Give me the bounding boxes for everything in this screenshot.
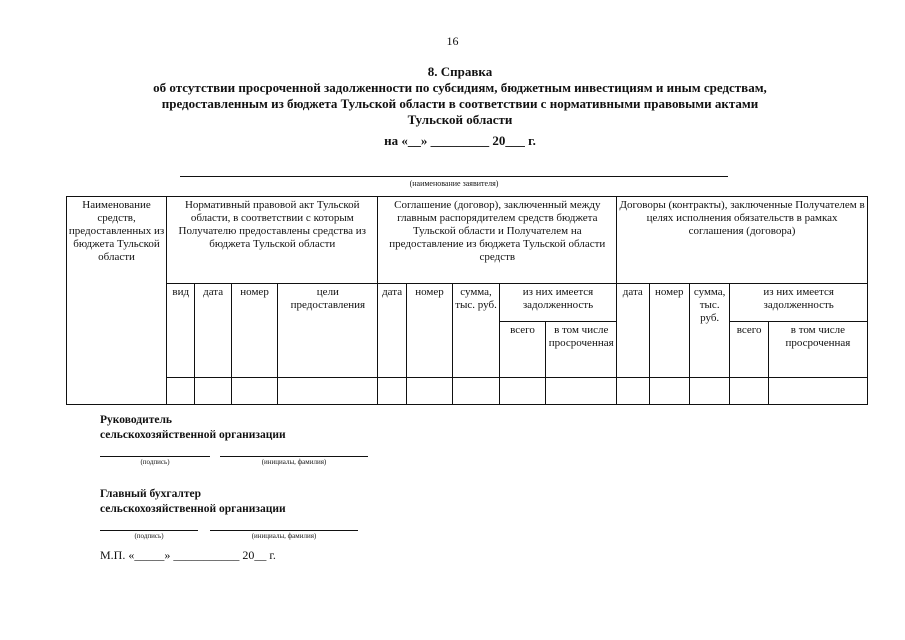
table-cell <box>730 378 768 405</box>
head-signature-line <box>100 456 210 457</box>
table-cell <box>195 378 231 405</box>
head-label-line-1: Руководитель <box>100 414 172 426</box>
form-title: 8. Справка <box>427 64 493 79</box>
accountant-name-line <box>210 530 358 531</box>
contract-date-header: дата <box>617 284 649 378</box>
col-funds-name: Наименование средств, предоставленных из бюджета Тульской области <box>67 197 167 405</box>
accountant-label-line-1: Главный бухгалтер <box>100 488 202 500</box>
form-subtitle-line-3: Тульской области <box>407 112 513 127</box>
contract-number-header: номер <box>649 284 689 378</box>
accountant-label-line-2: сельскохозяйственной организации <box>100 503 286 515</box>
head-signature-caption: (подпись) <box>140 458 170 466</box>
agreement-number-header: номер <box>406 284 453 378</box>
applicant-name-line <box>180 176 728 177</box>
form-subtitle-line-2: предоставленным из бюджета Тульской области в соответствии с нормативными правовыми актами <box>161 96 759 111</box>
table-cell <box>617 378 649 405</box>
contract-debt-overdue-header: в том числе просроченная <box>768 322 867 378</box>
table-cell <box>453 378 500 405</box>
col-contracts: Договоры (контракты), заключенные Получателем в целях исполнения обязательств в рамках соглашения (договора) <box>617 197 868 284</box>
accountant-name-caption: (инициалы, фамилия) <box>251 532 317 540</box>
agreement-sum-header: сумма, тыс. руб. <box>453 284 500 378</box>
table-cell <box>499 378 546 405</box>
table-cell <box>768 378 867 405</box>
contract-debt-total-header: всего <box>730 322 768 378</box>
accountant-signature-line <box>100 530 198 531</box>
applicant-caption: (наименование заявителя) <box>409 179 499 188</box>
table-cell <box>231 378 278 405</box>
agreement-debt-total-header: всего <box>499 322 546 378</box>
col-agreement: Соглашение (договор), заключенный между главным распорядителем средств бюджета Тульской области и Получателем на предоставление из бюджета Тульской области средств <box>378 197 617 284</box>
agreement-debt-header: из них имеется задолженность <box>499 284 616 322</box>
page-number: 16 <box>446 34 459 48</box>
act-number-header: номер <box>231 284 278 378</box>
accountant-signature-caption: (подпись) <box>134 532 164 540</box>
col-normative-act: Нормативный правовой акт Тульской области, в соответствии с которым Получателю предоставлены средства из бюджета Тульской области <box>167 197 378 284</box>
head-name-line <box>220 456 368 457</box>
head-name-caption: (инициалы, фамилия) <box>261 458 327 466</box>
table-cell <box>378 378 406 405</box>
agreement-debt-overdue-header: в том числе просроченная <box>546 322 617 378</box>
agreement-date-header: дата <box>378 284 406 378</box>
table-cell <box>167 378 195 405</box>
table-cell <box>546 378 617 405</box>
act-type-header: вид <box>167 284 195 378</box>
contract-sum-header: сумма, тыс. руб. <box>689 284 729 378</box>
stamp-date-line: М.П. «_____» ___________ 20__ г. <box>100 548 276 562</box>
act-purpose-header: цели предоставления <box>278 284 378 378</box>
form-subtitle-line-1: об отсутствии просроченной задолженности по субсидиям, бюджетным инвестициям и иным средствам, <box>153 80 767 95</box>
table-cell <box>689 378 729 405</box>
contract-debt-header: из них имеется задолженность <box>730 284 868 322</box>
head-label-line-2: сельскохозяйственной организации <box>100 429 286 441</box>
act-date-header: дата <box>195 284 231 378</box>
form-date-line: на «__» _________ 20___ г. <box>384 133 536 148</box>
debt-table <box>66 196 868 405</box>
table-row <box>67 378 868 405</box>
table-cell <box>278 378 378 405</box>
table-cell <box>649 378 689 405</box>
table-cell <box>406 378 453 405</box>
